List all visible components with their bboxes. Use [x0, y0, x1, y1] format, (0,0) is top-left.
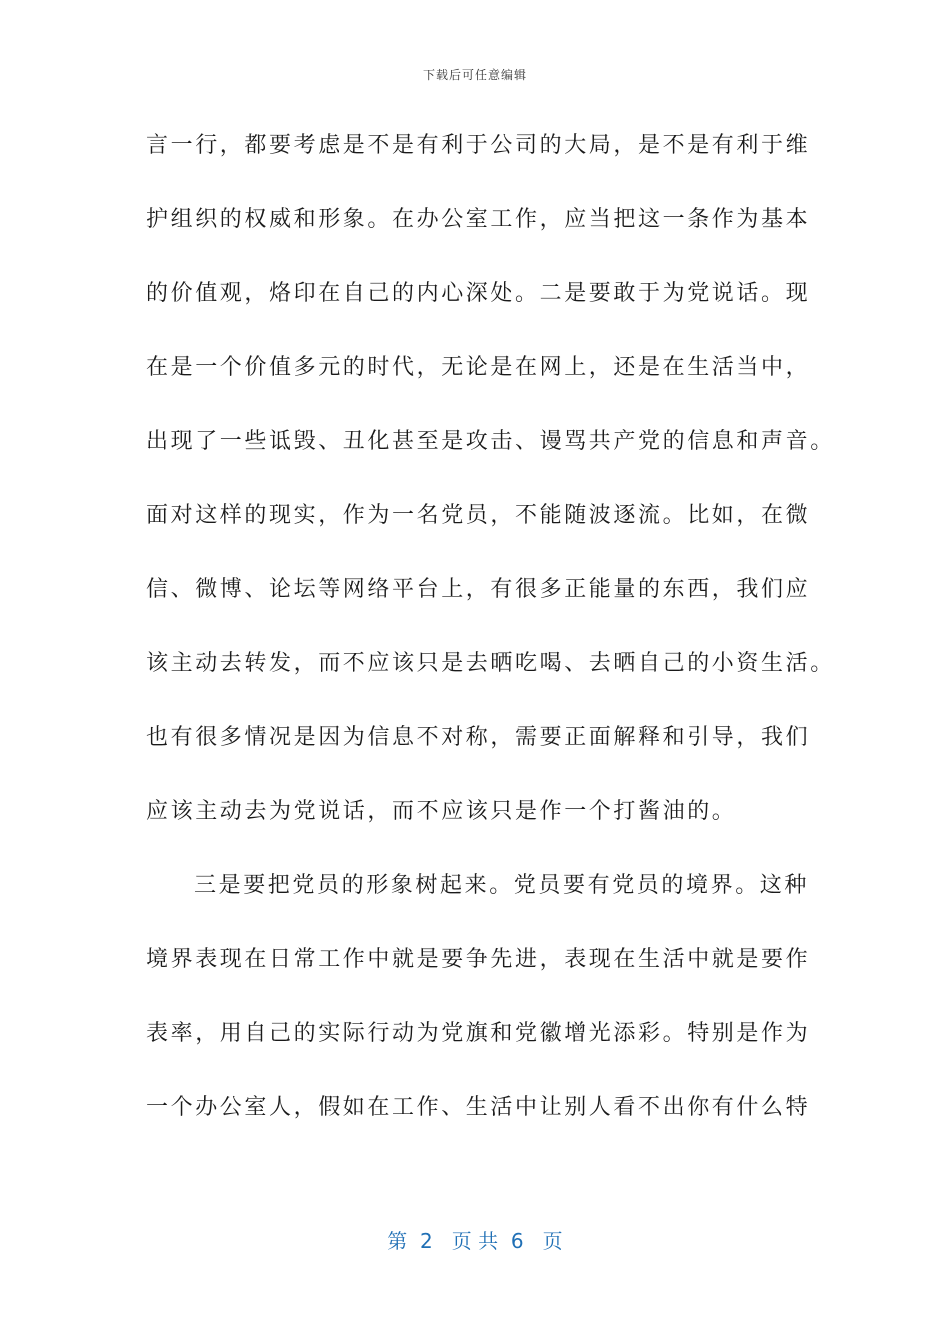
text-line: 信、微博、论坛等网络平台上，有很多正能量的东西，我们应: [146, 577, 811, 602]
text-line: 护组织的权威和形象。在办公室工作，应当把这一条作为基本: [146, 207, 811, 232]
document-body: [146, 124, 835, 1160]
text-line: 应该主动去为党说话，而不应该只是作一个打酱油的。: [146, 799, 737, 824]
paragraph-start-line: 三是要把党员的形象树起来。党员要有党员的境界。这种: [194, 873, 810, 898]
text-line: 表率，用自己的实际行动为党旗和党徽增光添彩。特别是作为: [146, 1021, 811, 1046]
text-line: 该主动去转发，而不应该只是去晒吃喝、去晒自己的小资生活。: [146, 651, 835, 676]
text-line: 境界表现在日常工作中就是要争先进，表现在生活中就是要作: [146, 947, 811, 972]
text-line: 面对这样的现实，作为一名党员，不能随波逐流。比如，在微: [146, 503, 811, 528]
text-line: 在是一个价值多元的时代，无论是在网上，还是在生活当中，: [146, 355, 811, 380]
page-number: 第 2 页 共 6 页: [387, 1229, 563, 1253]
header-note: 下载后可任意编辑: [422, 68, 527, 82]
text-line: 言一行，都要考虑是不是有利于公司的大局，是不是有利于维: [146, 133, 811, 158]
text-line: 也有很多情况是因为信息不对称，需要正面解释和引导，我们: [146, 725, 811, 750]
text-line: 出现了一些诋毁、丑化甚至是攻击、谩骂共产党的信息和声音。: [146, 429, 835, 454]
text-line: 一个办公室人，假如在工作、生活中让别人看不出你有什么特: [146, 1095, 811, 1120]
text-line: 的价值观，烙印在自己的内心深处。二是要敢于为党说话。现: [146, 281, 811, 306]
